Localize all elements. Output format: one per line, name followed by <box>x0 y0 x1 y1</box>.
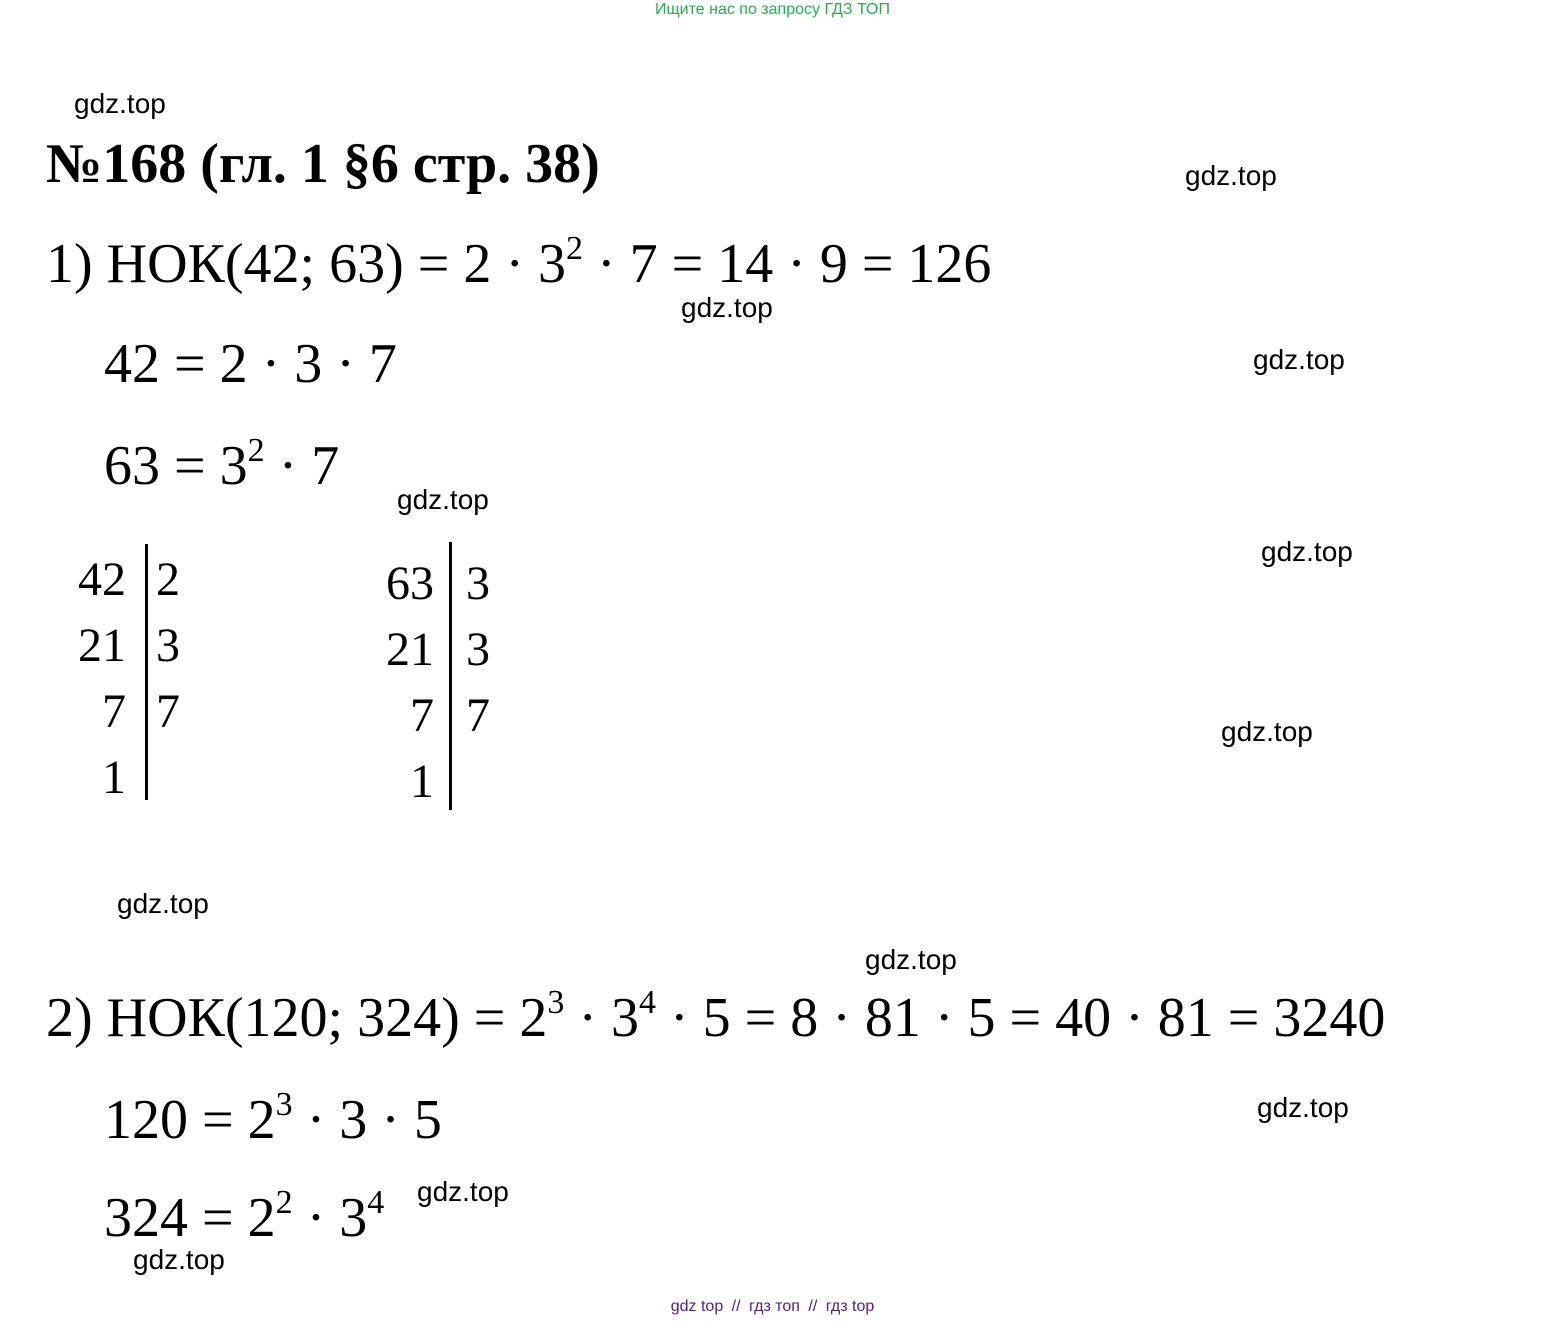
part2-factorization-120 <box>104 1086 442 1151</box>
page-title: №168 (гл. 1 §6 стр. 38) <box>46 133 600 195</box>
ladder-number: 21 <box>386 623 434 676</box>
ladder-factor: 3 <box>466 623 490 676</box>
equation-text: · 3 · 5 <box>292 1089 442 1151</box>
part2-main-text: · 5 = 8 · 81 · 5 = 40 · 81 = 3240 <box>655 987 1386 1049</box>
factor-ladder-63 <box>374 556 514 816</box>
exponent: 4 <box>638 984 656 1021</box>
ladder-factor: 3 <box>156 619 180 672</box>
watermark: gdz.top <box>1253 344 1345 375</box>
equation-text: 324 = 2 <box>104 1187 276 1249</box>
part1-factorization-63 <box>104 432 340 497</box>
footer-links <box>0 1298 1545 1316</box>
watermark: gdz.top <box>74 88 166 119</box>
ladder-number: 63 <box>386 557 434 610</box>
watermark: gdz.top <box>681 292 773 323</box>
exponent: 2 <box>565 230 583 267</box>
watermark: gdz.top <box>417 1176 509 1207</box>
footer-link[interactable]: гдз топ <box>749 1298 800 1315</box>
footer-link[interactable]: гдз top <box>825 1298 875 1315</box>
watermark: gdz.top <box>1257 1092 1349 1123</box>
ladder-number: 21 <box>78 619 126 672</box>
watermark: gdz.top <box>1221 716 1313 747</box>
ladder-factor: 7 <box>466 689 490 742</box>
exponent: 3 <box>275 1086 293 1123</box>
ladder-factor: 7 <box>156 685 180 738</box>
part2-main-text: 2) НОК(120; 324) = 2 <box>46 987 548 1049</box>
factor-ladder-42 <box>66 552 206 812</box>
equation-text: · 3 <box>292 1187 368 1249</box>
exponent: 2 <box>247 432 265 469</box>
part1-main-text: 1) НОК(42; 63) = 2 · 3 <box>46 233 566 295</box>
footer-separator: // <box>808 1298 818 1315</box>
watermark: gdz.top <box>1261 536 1353 567</box>
footer-link[interactable]: gdz top <box>670 1298 724 1315</box>
ladder-divider <box>145 544 148 800</box>
part2-main-text: · 3 <box>564 987 639 1049</box>
exponent: 2 <box>275 1184 293 1221</box>
watermark: gdz.top <box>1185 160 1277 191</box>
ladder-number: 7 <box>102 685 126 738</box>
top-banner-link[interactable]: Ищите нас по запросу ГДЗ ТОП <box>655 1 890 18</box>
ladder-number: 7 <box>410 689 434 742</box>
equation-text: 63 = 3 <box>104 435 248 497</box>
part1-main-text: · 7 = 14 · 9 = 126 <box>582 233 992 295</box>
part1-factorization-42: 42 = 2 · 3 · 7 <box>104 333 397 395</box>
ladder-factor: 2 <box>156 553 180 606</box>
watermark: gdz.top <box>117 888 209 919</box>
part2-main-equation <box>46 984 1386 1049</box>
part2-factorization-324 <box>104 1184 385 1249</box>
watermark: gdz.top <box>865 944 957 975</box>
ladder-number: 1 <box>102 751 126 804</box>
exponent: 3 <box>547 984 565 1021</box>
ladder-number: 42 <box>78 553 126 606</box>
watermark: gdz.top <box>133 1244 225 1275</box>
footer-separator: // <box>731 1298 741 1315</box>
ladder-factor: 3 <box>466 557 490 610</box>
ladder-number: 1 <box>410 755 434 808</box>
part1-main-equation <box>46 230 992 295</box>
equation-text: · 7 <box>264 435 340 497</box>
watermark: gdz.top <box>397 484 489 515</box>
equation-text: 120 = 2 <box>104 1089 276 1151</box>
exponent: 4 <box>367 1184 385 1221</box>
ladder-divider <box>449 542 452 810</box>
